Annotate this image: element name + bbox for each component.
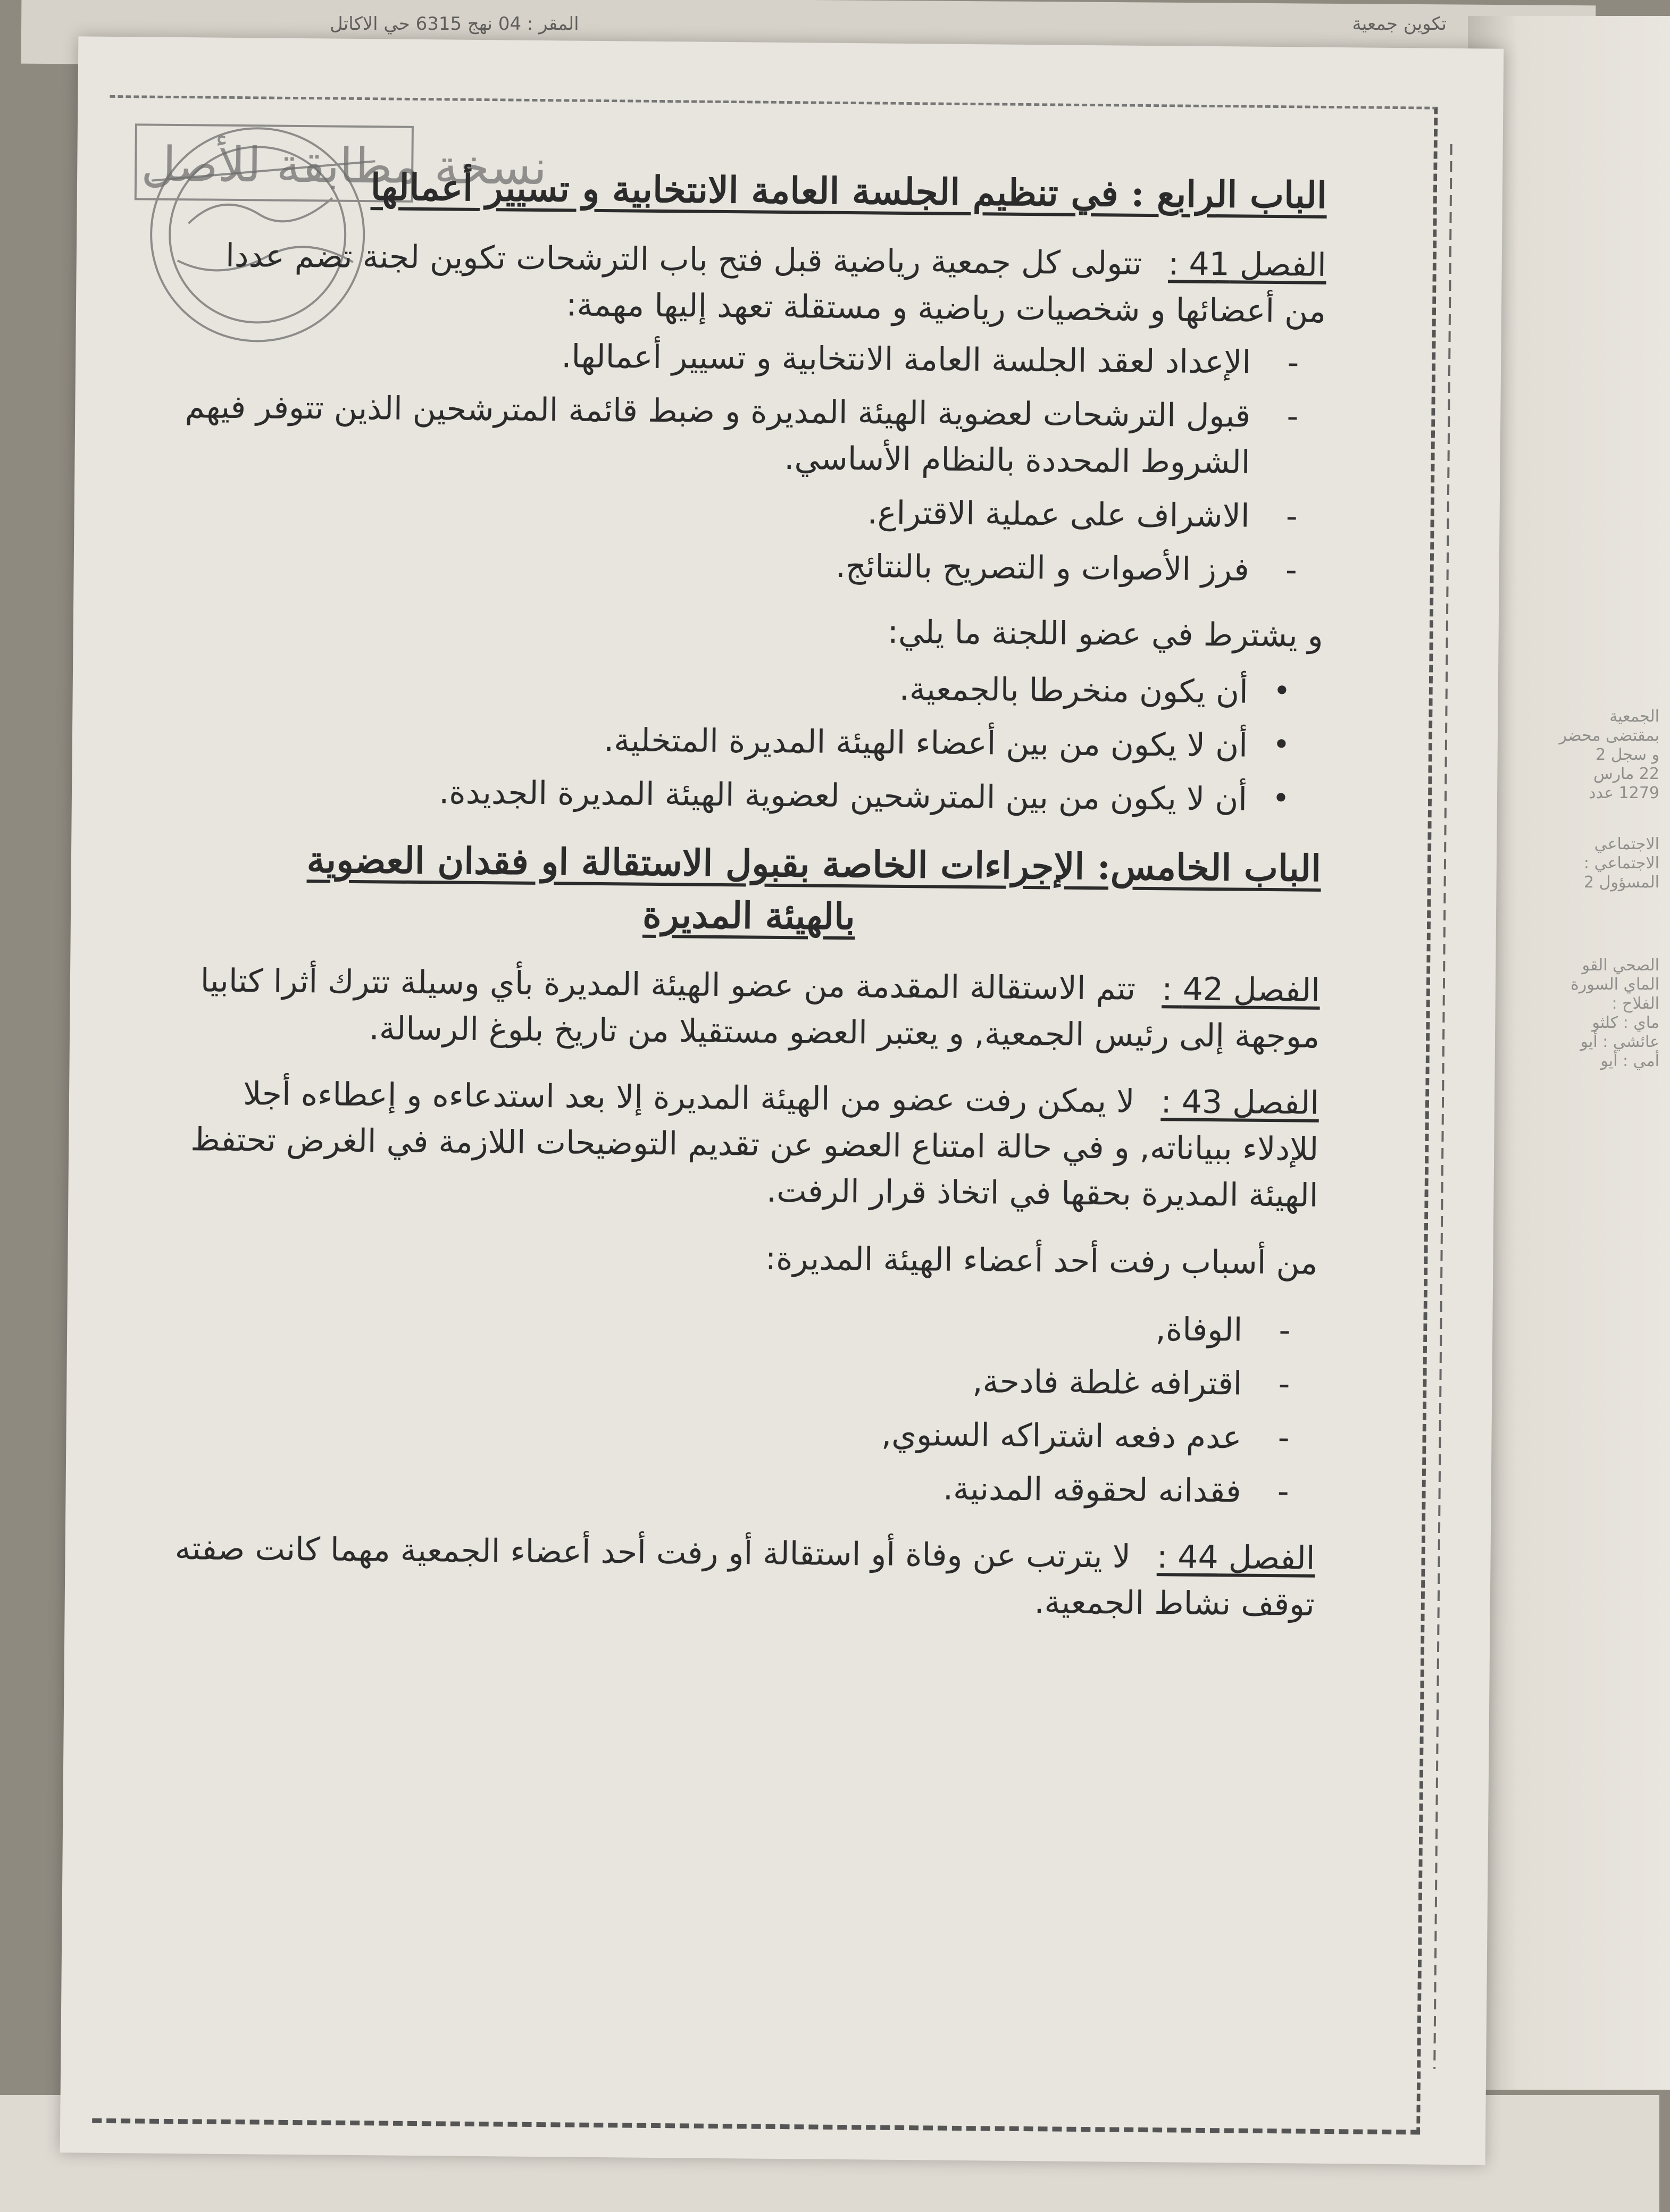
fragment: بمقتضى محضر bbox=[1559, 726, 1659, 745]
chapter5-title-line1: الباب الخامس: الإجراءات الخاصة بقبول الاستقالة او فقدان العضوية bbox=[306, 838, 1322, 890]
article-44-label: الفصل 44 : bbox=[1156, 1538, 1315, 1577]
article-43 bbox=[172, 1070, 1319, 1515]
article-44 bbox=[171, 1526, 1315, 1628]
reason-item: - الوفاة, bbox=[173, 1298, 1243, 1354]
reason-item: - اقترافه غلطة فادحة, bbox=[173, 1352, 1242, 1407]
fragment: المسؤول 2 bbox=[1584, 873, 1659, 892]
article-43-text: لا يمكن رفت عضو من الهيئة المديرة إلا بعد استدعاءه و إعطاءه أجلا للإدلاء ببياناته, و في حالة امتناع العضو عن تقديم التوضيحات اللازمة في الغرض تحتفظ الهيئة المديرة بحقها في اتخاذ قرار الرفت. bbox=[190, 1075, 1319, 1214]
article-42 bbox=[176, 958, 1320, 1060]
svg-text:نسخة مطابقة للأصل: نسخة مطابقة للأصل bbox=[140, 136, 547, 196]
condition-item: • أن لا يكون من بين أعضاء الهيئة المديرة المتخلية. bbox=[179, 714, 1248, 769]
fragment: الصحي القو bbox=[1582, 956, 1659, 975]
reason-item: - عدم دفعه اشتراكه السنوي, bbox=[172, 1405, 1242, 1461]
fragment: 1279 عدد bbox=[1589, 784, 1659, 802]
fragment: عائشي : أيو bbox=[1580, 1033, 1659, 1051]
condition-intro: و يشترط في عضو اللجنة ما يلي: bbox=[887, 613, 1323, 655]
article-42-label: الفصل 42 : bbox=[1162, 970, 1321, 1009]
article-43-reasons bbox=[172, 1298, 1317, 1515]
fragment: الاجتماعي bbox=[1594, 835, 1659, 853]
task-item: - الاشراف على عملية الاقتراع. bbox=[180, 484, 1250, 540]
fragment: ماي : كلثو bbox=[1592, 1013, 1659, 1032]
condition-item: • أن لا يكون من بين المترشحين لعضوية الهيئة المديرة الجديدة. bbox=[178, 767, 1248, 823]
task-item: - الإعداد لعقد الجلسة العامة الانتخابية و تسيير أعمالها. bbox=[182, 330, 1251, 386]
chapter4-title: الباب الرابع : في تنظيم الجلسة العامة الانتخابية و تسيير أعمالها bbox=[370, 166, 1327, 217]
fragment: 22 مارس bbox=[1593, 765, 1659, 783]
article-42-text: تتم الاستقالة المقدمة من عضو الهيئة المديرة بأي وسيلة تترك أثرا كتابيا موجهة إلى رئيس الجمعية, و يعتبر العضو مستقيلا من تاريخ بلوغ الرسالة. bbox=[200, 962, 1320, 1055]
fragment: أمي : أيو bbox=[1600, 1052, 1659, 1070]
fragment: الفلاح : bbox=[1611, 994, 1659, 1013]
reason-item: - فقدانه لحقوقه المدنية. bbox=[172, 1459, 1241, 1515]
header-left-text: المقر : 04 نهج 6315 حي الاكاتل bbox=[330, 13, 579, 35]
article-41-conditions bbox=[178, 660, 1323, 824]
document-page bbox=[60, 36, 1504, 2165]
reasons-intro: من أسباب رفت أحد أعضاء الهيئة المديرة: bbox=[765, 1239, 1318, 1282]
document-body bbox=[171, 160, 1327, 1628]
fragment: الاجتماعي : bbox=[1583, 854, 1659, 873]
task-item: - فرز الأصوات و التصريح بالنتائج. bbox=[180, 538, 1249, 593]
task-item: - قبول الترشحات لعضوية الهيئة المديرة و ضبط قائمة المترشحين الذين تتوفر فيهم الشروط المحددة بالنظام الأساسي. bbox=[181, 384, 1250, 486]
fragment: و سجل 2 bbox=[1596, 745, 1659, 764]
adjacent-page-fragments bbox=[1542, 707, 1659, 1071]
chapter5-title-line2: بالهيئة المديرة bbox=[642, 893, 856, 939]
fragment: الماي السورة bbox=[1571, 975, 1659, 994]
back-sheet-header bbox=[330, 5, 1447, 43]
article-41-tasks bbox=[180, 330, 1325, 594]
article-43-label: الفصل 43 : bbox=[1160, 1083, 1320, 1122]
article-41-label: الفصل 41 : bbox=[1167, 245, 1327, 284]
article-44-text: لا يترتب عن وفاة أو استقالة أو رفت أحد أعضاء الجمعية مهما كانت صفته توقف نشاط الجمعية. bbox=[174, 1529, 1315, 1623]
fragment: الجمعية bbox=[1609, 707, 1659, 726]
inner-dashed-line bbox=[1433, 144, 1452, 2069]
header-right-text: تكوين جمعية bbox=[1352, 13, 1447, 35]
article-41-text: تتولى كل جمعية رياضية قبل فتح باب الترشحات تكوين لجنة تضم عددا من أعضائها و شخصيات رياضية و مستقلة تعهد إليها مهمة: bbox=[225, 237, 1326, 330]
condition-item: • أن يكون منخرطا بالجمعية. bbox=[179, 660, 1248, 716]
article-41 bbox=[178, 232, 1326, 824]
